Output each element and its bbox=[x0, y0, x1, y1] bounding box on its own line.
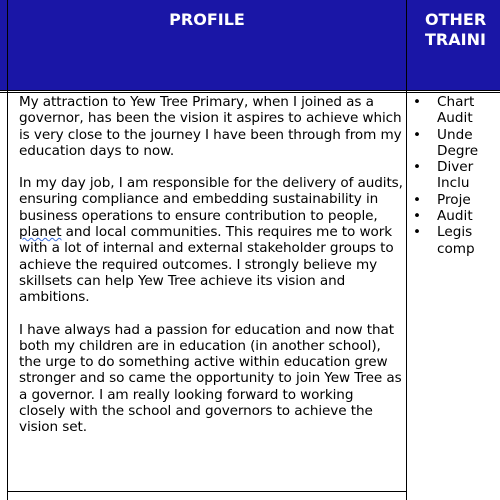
training-item: • Audit bbox=[410, 208, 500, 224]
profile-paragraph-2 bbox=[19, 175, 403, 305]
training-item: • Unde Degre bbox=[410, 127, 500, 160]
table-bottom-border bbox=[7, 491, 407, 492]
profile-paragraph-1: My attraction to Yew Tree Primary, when I joined as a governor, has been the vision it aspires to achieve which is very close to the journey I have been through from my education days to now. bbox=[19, 94, 402, 159]
spellcheck-flagged-word: planet bbox=[19, 224, 62, 241]
profile-paragraph-3: I have always had a passion for education and now that both my children are in education (in another school), the urge to do something active within education grew stronger and so came the opportunity to join Yew Tree as a governor. I am really looking forward to working closely with the school and governors to achieve the vision set. bbox=[19, 321, 402, 436]
training-item: • Diver Inclu bbox=[410, 159, 500, 192]
other-training-title-line2: TRAINI bbox=[425, 30, 486, 49]
training-item: • Chart Audit bbox=[410, 94, 500, 127]
training-list bbox=[410, 94, 500, 257]
profile-text bbox=[19, 94, 403, 452]
profile-paragraph-2-text-a: In my day job, I am responsible for the delivery of audits, ensuring compliance and embedding sustainability in business operations to ensure contribution to people, bbox=[19, 175, 403, 224]
profile-title: PROFILE bbox=[169, 10, 245, 29]
header-divider-double bbox=[0, 92, 500, 93]
other-training-title-line1: OTHER bbox=[425, 10, 487, 29]
profile-paragraph-2-text-b: and local communities. This requires me to work with a lot of internal and external stakeholder groups to achieve the required outcomes. I strongly believe my skillsets can help Yew Tree achieve its vision and ambitions. bbox=[19, 224, 394, 306]
other-training-header bbox=[407, 0, 500, 90]
header-divider bbox=[0, 90, 500, 91]
column-divider-left bbox=[7, 0, 8, 500]
column-divider-right bbox=[406, 0, 407, 500]
training-item: • Proje bbox=[410, 192, 500, 208]
training-item: • Legis comp bbox=[410, 224, 500, 257]
profile-header bbox=[8, 0, 406, 90]
